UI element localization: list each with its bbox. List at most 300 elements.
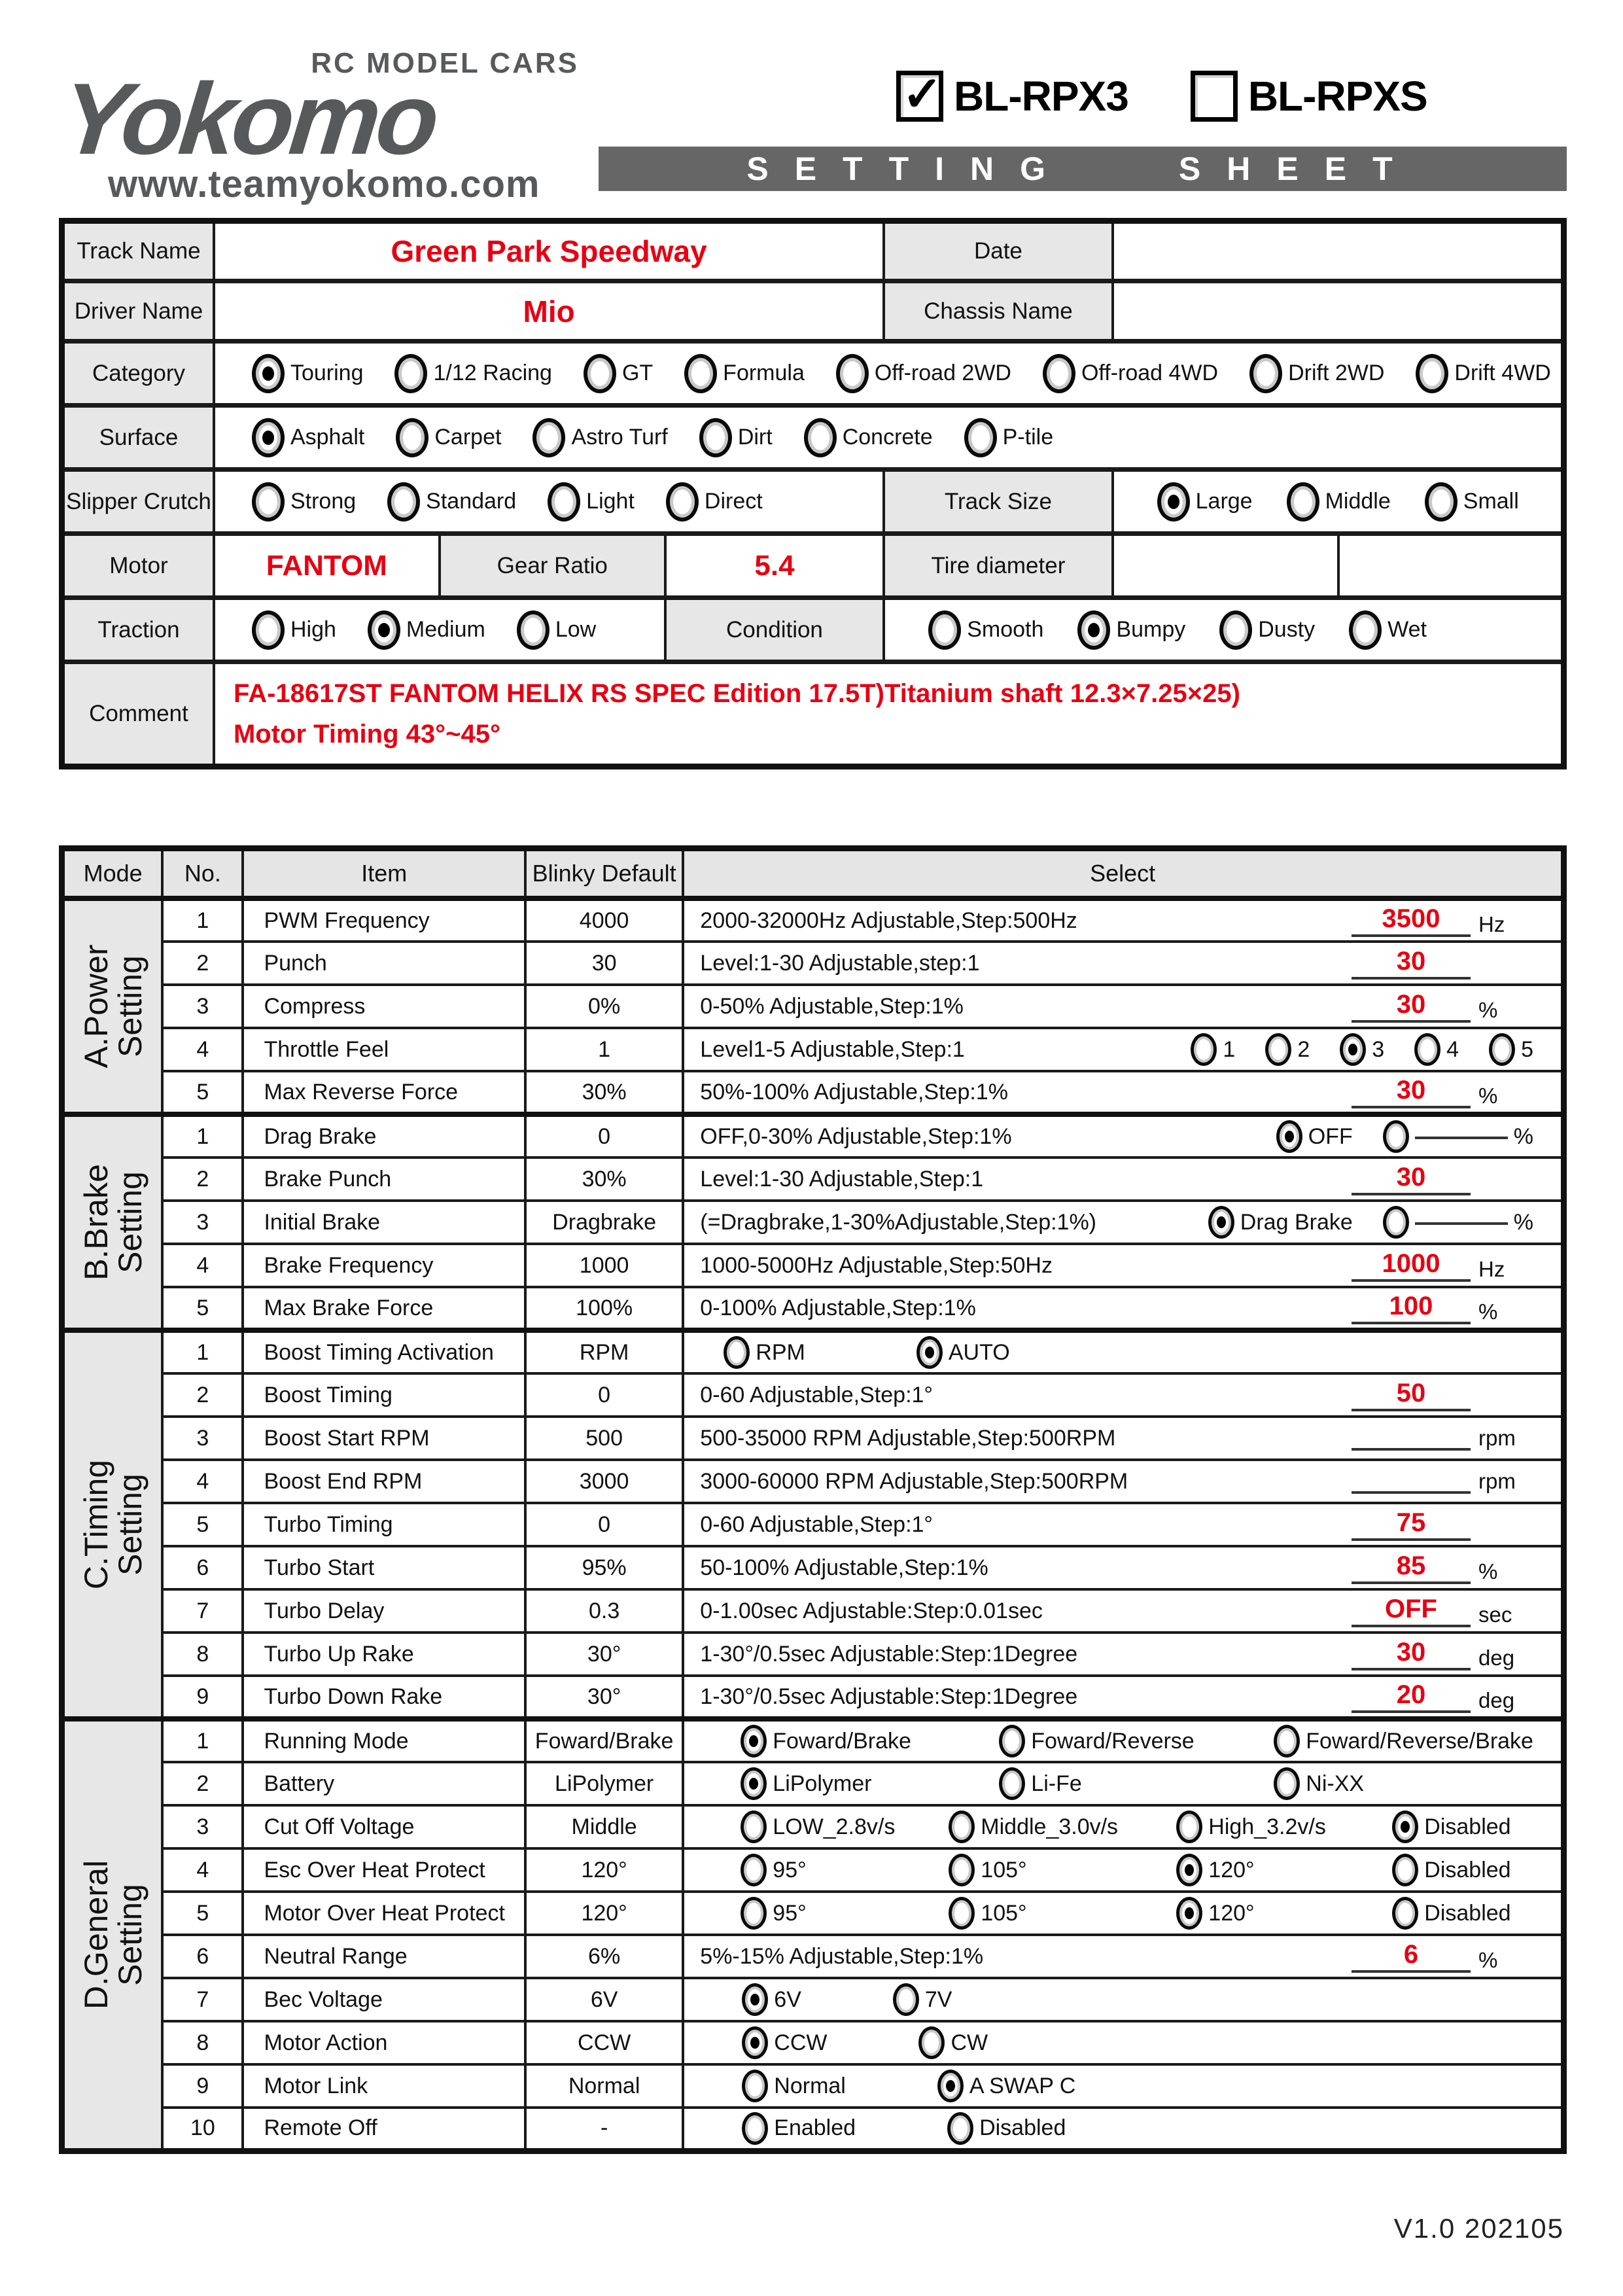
header-item: Item	[243, 849, 525, 899]
select-description: 0-1.00sec Adjustable:Step:0.01sec	[700, 1598, 1043, 1623]
select-description: (=Dragbrake,1-30%Adjustable,Step:1%)	[700, 1209, 1097, 1235]
option-label: Disabled	[1424, 1857, 1511, 1882]
radio-power-4-5[interactable]	[1489, 1033, 1515, 1066]
radio-general-4-120°[interactable]	[1176, 1854, 1202, 1886]
mode-label-brake: B.Brake Setting	[62, 1114, 163, 1330]
radio-general-9-Normal[interactable]	[742, 2070, 768, 2102]
radio-slipper-Strong[interactable]	[252, 482, 285, 521]
item-name: Boost Timing Activation	[243, 1330, 525, 1373]
option-label: 1	[1223, 1036, 1236, 1062]
radio-power-4-3[interactable]	[1340, 1033, 1366, 1066]
radio-surface-Carpet[interactable]	[396, 418, 428, 457]
value-group	[1352, 1681, 1533, 1713]
option-label: Enabled	[774, 2115, 856, 2141]
radio-category-GT[interactable]	[584, 354, 616, 393]
selected-value[interactable]: 1000	[1352, 1250, 1471, 1282]
table-row	[62, 1892, 1564, 1935]
selected-value[interactable]: 75	[1352, 1509, 1471, 1541]
radio-general-7-7V[interactable]	[893, 1983, 919, 2016]
table-row	[62, 221, 1564, 281]
model-label: BL-RPX3	[954, 73, 1128, 120]
option-timing-1	[724, 1336, 805, 1369]
option-label: Foward/Brake	[773, 1728, 911, 1754]
radio-track_size-Middle[interactable]	[1287, 482, 1319, 521]
row-number: 5	[162, 1892, 243, 1935]
motor-value[interactable]: FANTOM	[214, 534, 440, 598]
option-label: 6V	[774, 1987, 801, 2012]
radio-surface-Concrete[interactable]	[804, 418, 837, 457]
option-general-1	[999, 1725, 1274, 1757]
option-category	[252, 354, 364, 393]
select-cell	[683, 1719, 1563, 1762]
table-row	[62, 1071, 1564, 1114]
unit-label: Hz	[1478, 911, 1505, 936]
row-number: 5	[162, 1287, 243, 1330]
value-group	[1352, 947, 1533, 980]
select-cell	[683, 1762, 1563, 1805]
option-label: Foward/Reverse/Brake	[1306, 1728, 1533, 1754]
option-traction	[252, 610, 336, 650]
condition-label: Condition	[665, 598, 884, 662]
option-label: Off-road 4WD	[1081, 361, 1219, 385]
radio-brake-1-OFF[interactable]	[1276, 1120, 1302, 1153]
row-number: 6	[162, 1935, 243, 1978]
option-label: Strong	[290, 489, 357, 514]
table-row	[62, 1676, 1564, 1719]
radio-surface-Asphalt[interactable]	[252, 418, 285, 457]
select-cell	[683, 1028, 1563, 1071]
radio-general-1-Foward/Brake[interactable]	[741, 1725, 767, 1757]
table-row	[62, 1373, 1564, 1417]
select-description: 50-100% Adjustable,Step:1%	[700, 1555, 988, 1580]
blinky-default-value: Normal	[525, 2064, 683, 2108]
option-traction	[368, 610, 485, 650]
radio-general-7-6V[interactable]	[742, 1983, 768, 2016]
condition-options	[886, 610, 1560, 650]
select-cell	[683, 1935, 1563, 1978]
select-description: 0-50% Adjustable,Step:1%	[700, 993, 964, 1019]
selected-value[interactable]: 50	[1352, 1379, 1471, 1411]
item-name: Turbo Start	[243, 1546, 525, 1589]
radio-general-1-Foward/Reverse[interactable]	[999, 1725, 1025, 1757]
radio-slipper-Direct[interactable]	[666, 482, 699, 521]
fill-in-blank[interactable]	[1415, 1135, 1508, 1139]
radio-general-3-LOW_2.8v/s[interactable]	[741, 1810, 767, 1843]
radio-general-4-Disabled[interactable]	[1392, 1854, 1418, 1886]
blinky-default-value: 120°	[525, 1892, 683, 1935]
blinky-default-value: Middle	[525, 1805, 683, 1848]
radio-brake-3-Drag Brake[interactable]	[1208, 1206, 1234, 1239]
radio-brake-3-blank[interactable]	[1383, 1206, 1409, 1239]
row-number: 5	[162, 1071, 243, 1114]
table-row	[62, 1330, 1564, 1373]
radio-general-5-105°[interactable]	[949, 1897, 975, 1930]
radio-group-general-4	[700, 1854, 1533, 1886]
select-cell	[683, 1114, 1563, 1157]
blinky-default-value: 100%	[525, 1287, 683, 1330]
radio-general-5-120°[interactable]	[1176, 1897, 1202, 1930]
blinky-default-value: 0	[525, 1114, 683, 1157]
radio-group-timing-1	[700, 1336, 1009, 1369]
radio-general-8-CCW[interactable]	[742, 2026, 768, 2059]
option-surface	[396, 418, 501, 457]
item-name: Drag Brake	[243, 1114, 525, 1157]
value-group	[1352, 1941, 1533, 1973]
radio-general-3-Disabled[interactable]	[1392, 1810, 1418, 1843]
traction-label: Traction	[62, 598, 214, 662]
blinky-default-value: 6V	[525, 1978, 683, 2021]
radio-group-general-9	[700, 2070, 1075, 2102]
option-general-8	[918, 2026, 988, 2059]
header-select: Select	[683, 849, 1563, 899]
radio-general-4-95°[interactable]	[741, 1854, 767, 1886]
value-group	[1352, 1552, 1533, 1584]
radio-traction-Low[interactable]	[517, 610, 550, 650]
option-general-9	[742, 2070, 846, 2102]
model-select-group	[896, 71, 1427, 122]
option-label: Carpet	[434, 425, 502, 450]
chassis-name-value[interactable]	[1113, 281, 1564, 342]
radio-traction-Medium[interactable]	[368, 610, 400, 650]
option-label: 1/12 Racing	[433, 361, 552, 385]
select-description: Level:1-30 Adjustable,Step:1	[700, 1166, 984, 1192]
blinky-default-value: RPM	[525, 1330, 683, 1373]
option-power-4	[1265, 1033, 1310, 1066]
blinky-default-value: 3000	[525, 1460, 683, 1503]
item-name: Esc Over Heat Protect	[243, 1848, 525, 1892]
value-group	[1352, 1379, 1533, 1411]
radio-general-2-Ni-XX[interactable]	[1274, 1767, 1300, 1800]
option-label: 105°	[981, 1857, 1027, 1882]
item-name: Punch	[243, 942, 525, 985]
table-row	[62, 1460, 1564, 1503]
option-brake-1	[1383, 1120, 1533, 1153]
row-number: 4	[162, 1460, 243, 1503]
radio-general-9-A SWAP C[interactable]	[937, 2070, 964, 2102]
blinky-default-value: 120°	[525, 1848, 683, 1892]
select-cell	[683, 985, 1563, 1028]
selected-value[interactable]: 30	[1352, 1163, 1471, 1195]
table-row	[62, 1935, 1564, 1978]
radio-brake-1-blank[interactable]	[1383, 1120, 1409, 1153]
radio-condition-Wet[interactable]	[1349, 610, 1382, 650]
blinky-default-value: 1	[525, 1028, 683, 1071]
option-label: Low	[555, 617, 597, 642]
option-label: 3	[1372, 1036, 1385, 1062]
selected-value[interactable]: 30	[1352, 947, 1471, 980]
radio-slipper-Light[interactable]	[548, 482, 580, 521]
option-label: Asphalt	[290, 425, 365, 450]
option-general-9	[937, 2070, 1076, 2102]
option-label: 105°	[981, 1900, 1027, 1926]
option-label: High_3.2v/s	[1208, 1814, 1326, 1839]
select-cell	[683, 1373, 1563, 1417]
selected-value[interactable]: 20	[1352, 1681, 1471, 1713]
blinky-default-value: 30%	[525, 1157, 683, 1201]
blinky-default-value: 0%	[525, 985, 683, 1028]
option-general-7	[893, 1983, 952, 2016]
selected-value[interactable]: 30	[1352, 991, 1471, 1023]
yokomo-logo-text: Yokomo	[56, 62, 441, 175]
driver-name-label: Driver Name	[62, 281, 214, 342]
item-name: Initial Brake	[243, 1201, 525, 1244]
table-row	[62, 1244, 1564, 1287]
track-size-label: Track Size	[884, 470, 1112, 534]
item-name: Bec Voltage	[243, 1978, 525, 2021]
select-cell	[683, 1244, 1563, 1287]
select-cell	[683, 1805, 1563, 1848]
select-cell	[683, 1201, 1563, 1244]
version-text: V1.0 202105	[1393, 2213, 1564, 2244]
option-label: Off-road 2WD	[874, 361, 1011, 385]
option-general-3	[1392, 1810, 1533, 1843]
selected-value[interactable]	[1352, 1489, 1471, 1494]
driver-name-value[interactable]: Mio	[214, 281, 884, 342]
comment-value[interactable]	[214, 662, 1564, 767]
unit-label: %	[1513, 1209, 1533, 1235]
track-info-table	[59, 218, 1567, 769]
table-row	[62, 1417, 1564, 1460]
comment-line-2: Motor Timing 43°~45°	[233, 720, 500, 749]
unit-label: %	[1513, 1123, 1533, 1149]
item-name: Turbo Down Rake	[243, 1676, 525, 1719]
option-label: High	[290, 617, 336, 642]
surface-options	[216, 418, 1560, 457]
traction-options	[216, 610, 663, 650]
gear-ratio-value[interactable]: 5.4	[665, 534, 884, 598]
date-value[interactable]	[1113, 221, 1564, 281]
select-cell	[683, 898, 1563, 942]
selected-value[interactable]: 85	[1352, 1552, 1471, 1584]
radio-group-power-4	[1191, 1033, 1533, 1066]
radio-power-4-2[interactable]	[1265, 1033, 1291, 1066]
option-track_size	[1157, 482, 1253, 521]
option-slipper	[666, 482, 763, 521]
unit-label: deg	[1478, 1645, 1515, 1670]
radio-group-general-8	[700, 2026, 988, 2059]
radio-surface-P-tile[interactable]	[964, 418, 997, 457]
option-general-5	[741, 1897, 949, 1930]
option-label: Astro Turf	[571, 425, 668, 450]
radio-general-5-95°[interactable]	[741, 1897, 767, 1930]
select-cell	[683, 1157, 1563, 1201]
radio-category-Touring[interactable]	[252, 354, 285, 393]
radio-general-10-Enabled[interactable]	[742, 2112, 768, 2145]
blinky-default-value: 6%	[525, 1935, 683, 1978]
select-description: 0-60 Adjustable,Step:1°	[700, 1382, 934, 1407]
table-row	[62, 281, 1564, 342]
selected-value[interactable]: 100	[1352, 1292, 1471, 1324]
option-general-4	[1176, 1854, 1392, 1886]
value-group	[1352, 1163, 1533, 1195]
radio-general-5-Disabled[interactable]	[1392, 1897, 1418, 1930]
option-general-1	[741, 1725, 999, 1757]
blinky-default-value: CCW	[525, 2021, 683, 2064]
option-category	[1416, 354, 1550, 393]
radio-traction-High[interactable]	[252, 610, 285, 650]
option-label: Drag Brake	[1240, 1209, 1353, 1235]
radio-slipper-Standard[interactable]	[387, 482, 420, 521]
select-cell	[683, 1546, 1563, 1589]
blinky-default-value: 1000	[525, 1244, 683, 1287]
item-name: Turbo Timing	[243, 1503, 525, 1546]
setting-sheet-banner: SETTING SHEET	[599, 147, 1567, 191]
radio-general-4-105°[interactable]	[949, 1854, 975, 1886]
selected-value[interactable]: OFF	[1352, 1595, 1471, 1627]
value-group	[1352, 1250, 1533, 1282]
unit-label: %	[1478, 997, 1498, 1022]
radio-power-4-1[interactable]	[1191, 1033, 1217, 1066]
blinky-default-value: 30%	[525, 1071, 683, 1114]
table-row	[62, 598, 1564, 662]
radio-general-10-Disabled[interactable]	[947, 2112, 973, 2145]
radio-power-4-4[interactable]	[1414, 1033, 1440, 1066]
option-slipper	[387, 482, 516, 521]
item-name: Remote Off	[243, 2108, 525, 2151]
item-name: Throttle Feel	[243, 1028, 525, 1071]
table-row	[62, 1503, 1564, 1546]
checkbox-BL-RPX3-checked[interactable]	[896, 71, 943, 122]
radio-timing-1-AUTO[interactable]	[916, 1336, 943, 1369]
value-group	[1352, 1638, 1533, 1670]
option-label: Medium	[406, 617, 485, 642]
option-slipper	[548, 482, 635, 521]
tire-diameter-label: Tire diameter	[884, 534, 1112, 598]
radio-category-1/12 Racing[interactable]	[394, 354, 427, 393]
select-description: 5%-15% Adjustable,Step:1%	[700, 1943, 984, 1969]
blinky-default-value: Foward/Brake	[525, 1719, 683, 1762]
value-group	[1352, 1292, 1533, 1324]
radio-track_size-Large[interactable]	[1157, 482, 1190, 521]
row-number: 9	[162, 1676, 243, 1719]
blinky-default-value: 0	[525, 1503, 683, 1546]
option-condition	[1077, 610, 1185, 650]
radio-general-1-Foward/Reverse/Brake[interactable]	[1274, 1725, 1300, 1757]
select-description: 1-30°/0.5sec Adjustable:Step:1Degree	[700, 1684, 1078, 1709]
table-row	[62, 1287, 1564, 1330]
slipper-crutch-options	[216, 482, 882, 521]
table-row	[62, 1805, 1564, 1848]
radio-track_size-Small[interactable]	[1425, 482, 1457, 521]
option-label: Middle	[1325, 489, 1391, 514]
radio-surface-Dirt[interactable]	[699, 418, 732, 457]
radio-group-general-5	[700, 1897, 1533, 1930]
track-name-value[interactable]: Green Park Speedway	[214, 221, 884, 281]
unit-label: rpm	[1478, 1426, 1516, 1450]
select-cell	[683, 1676, 1563, 1719]
table-row	[62, 342, 1564, 406]
tire-diameter-value-2[interactable]	[1338, 534, 1564, 598]
radio-general-8-CW[interactable]	[918, 2026, 945, 2059]
category-options	[216, 354, 1560, 393]
table-row	[62, 1201, 1564, 1244]
comment-label: Comment	[62, 662, 214, 767]
table-row	[62, 985, 1564, 1028]
radio-surface-Astro Turf[interactable]	[532, 418, 565, 457]
fill-in-blank[interactable]	[1415, 1220, 1508, 1225]
radio-category-Drift 4WD[interactable]	[1416, 354, 1448, 393]
value-group	[1352, 905, 1533, 937]
radio-general-2-Li-Fe[interactable]	[999, 1767, 1025, 1800]
option-general-2	[741, 1767, 999, 1800]
select-description: 500-35000 RPM Adjustable,Step:500RPM	[700, 1425, 1116, 1451]
select-description: 3000-60000 RPM Adjustable,Step:500RPM	[700, 1468, 1128, 1494]
radio-general-2-LiPolymer[interactable]	[741, 1767, 767, 1800]
radio-timing-1-RPM[interactable]	[724, 1336, 750, 1369]
selected-value[interactable]: 6	[1352, 1941, 1471, 1973]
blinky-default-value: LiPolymer	[525, 1762, 683, 1805]
item-name: Max Brake Force	[243, 1287, 525, 1330]
option-general-4	[741, 1854, 949, 1886]
unit-label: deg	[1478, 1687, 1515, 1712]
select-description: Level:1-30 Adjustable,step:1	[700, 950, 980, 976]
option-general-1	[1274, 1725, 1533, 1757]
value-group	[1352, 991, 1533, 1023]
selected-value[interactable]	[1352, 1446, 1471, 1451]
option-condition	[1219, 610, 1315, 650]
option-brake-3	[1208, 1206, 1353, 1239]
option-label: Smooth	[967, 617, 1044, 642]
radio-category-Off-road 2WD[interactable]	[836, 354, 869, 393]
unit-label: %	[1478, 1299, 1498, 1324]
model-option-BL-RPX3	[896, 71, 1128, 122]
blinky-default-value: 30°	[525, 1676, 683, 1719]
blinky-default-value: 95%	[525, 1546, 683, 1589]
row-number: 8	[162, 1633, 243, 1676]
selected-value[interactable]: 30	[1352, 1638, 1471, 1670]
row-number: 3	[162, 1201, 243, 1244]
option-label: Direct	[704, 489, 763, 514]
radio-category-Formula[interactable]	[684, 354, 717, 393]
option-label: Dusty	[1258, 617, 1316, 642]
option-general-5	[949, 1897, 1176, 1930]
select-cell	[683, 1460, 1563, 1503]
option-general-2	[1274, 1767, 1533, 1800]
select-cell	[683, 1892, 1563, 1935]
radio-condition-Dusty[interactable]	[1219, 610, 1252, 650]
radio-condition-Smooth[interactable]	[928, 610, 961, 650]
option-label: Small	[1463, 489, 1519, 514]
select-cell	[683, 1848, 1563, 1892]
radio-category-Drift 2WD[interactable]	[1249, 354, 1282, 393]
radio-group-general-10	[700, 2112, 1066, 2145]
option-label: Drift 2WD	[1288, 361, 1385, 385]
option-general-3	[1176, 1810, 1392, 1843]
option-label: 95°	[773, 1857, 807, 1882]
radio-category-Off-road 4WD[interactable]	[1043, 354, 1075, 393]
blinky-default-value: -	[525, 2108, 683, 2151]
checkbox-BL-RPXS[interactable]	[1191, 71, 1238, 122]
item-name: PWM Frequency	[243, 898, 525, 942]
table-header-row	[62, 849, 1564, 899]
option-label: Li-Fe	[1031, 1771, 1082, 1796]
slipper-crutch-label: Slipper Crutch	[62, 470, 214, 534]
select-cell	[683, 1287, 1563, 1330]
radio-general-3-High_3.2v/s[interactable]	[1176, 1810, 1202, 1843]
row-number: 4	[162, 1244, 243, 1287]
selected-value[interactable]: 3500	[1352, 905, 1471, 937]
tire-diameter-value[interactable]	[1113, 534, 1338, 598]
selected-value[interactable]: 30	[1352, 1076, 1471, 1108]
radio-general-3-Middle_3.0v/s[interactable]	[949, 1810, 975, 1843]
select-cell	[683, 2064, 1563, 2108]
value-group	[1352, 1595, 1533, 1627]
option-label: Normal	[774, 2073, 846, 2098]
model-option-BL-RPXS	[1191, 71, 1427, 122]
item-name: Turbo Delay	[243, 1589, 525, 1633]
table-row	[62, 898, 1564, 942]
radio-condition-Bumpy[interactable]	[1077, 610, 1110, 650]
